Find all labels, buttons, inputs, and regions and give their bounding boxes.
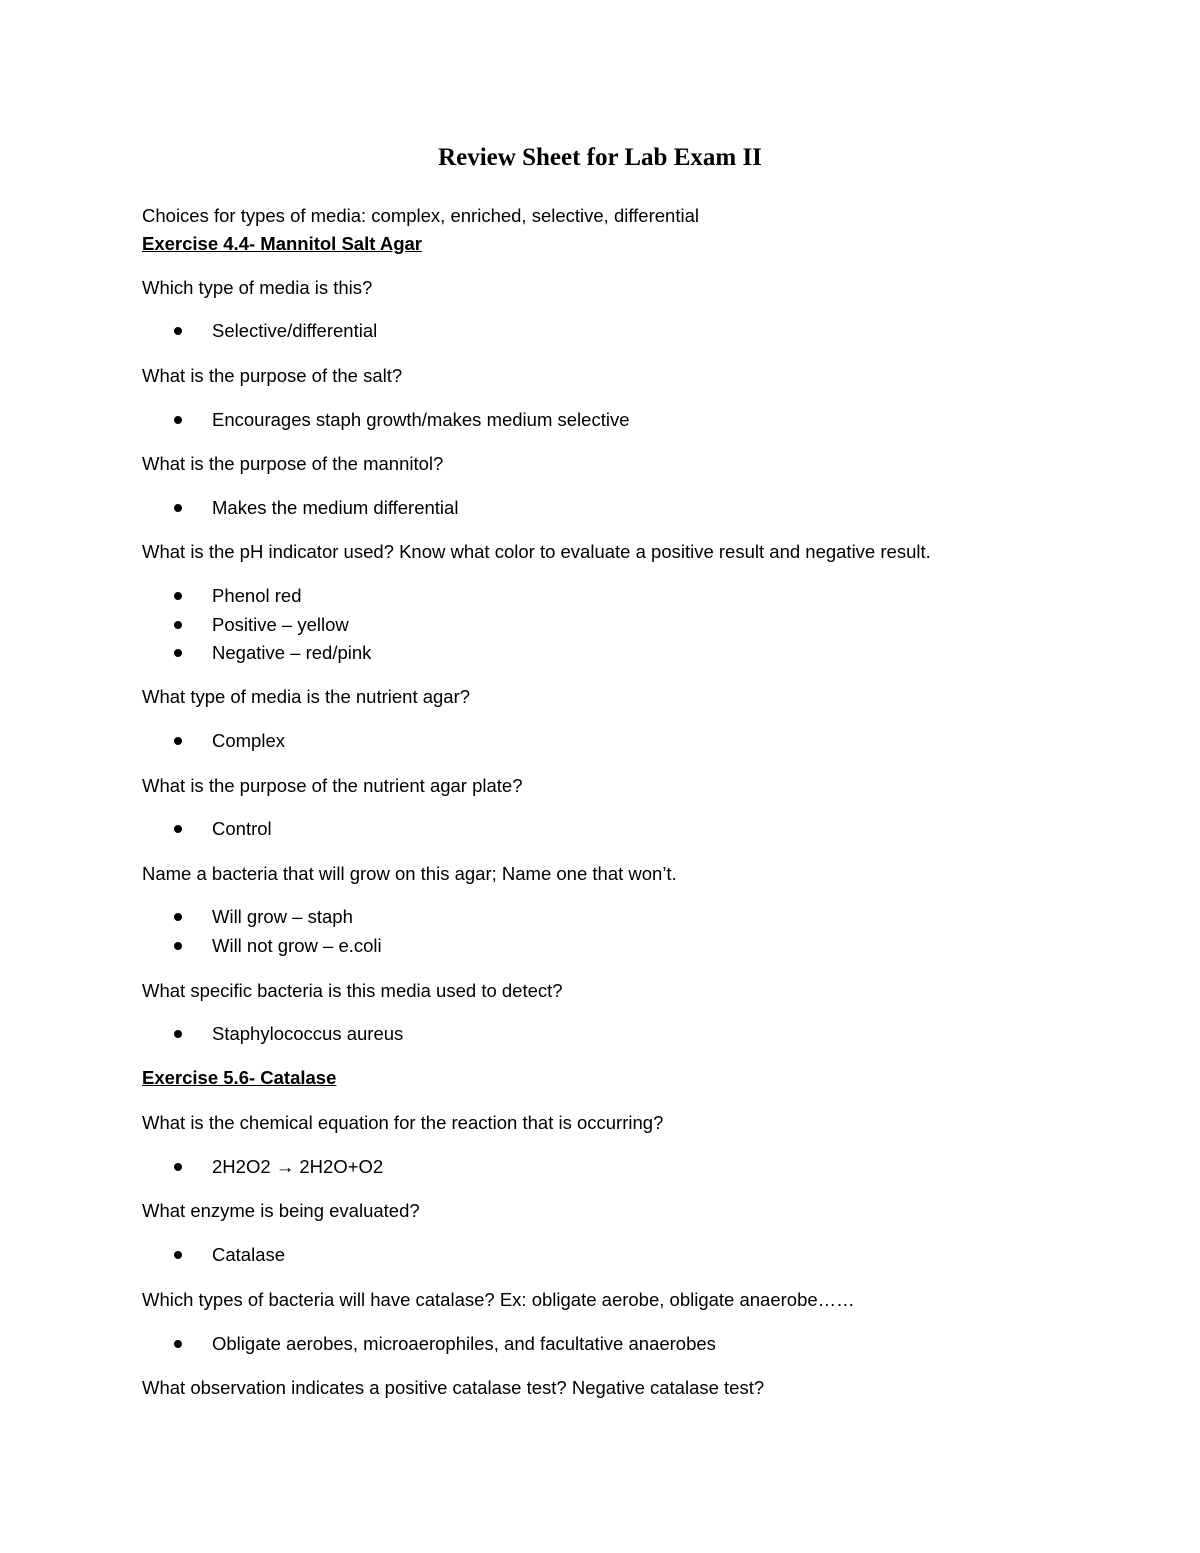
question-text: What is the chemical equation for the reaction that is occurring? — [142, 1112, 664, 1133]
bullet-icon — [174, 737, 182, 745]
bullet-icon — [174, 649, 182, 657]
bullet-icon — [174, 825, 182, 833]
question-text: What is the purpose of the mannitol? — [142, 453, 444, 474]
media-choices-text: Choices for types of media: complex, enriched, selective, differential — [142, 205, 699, 226]
question-text: What type of media is the nutrient agar? — [142, 686, 471, 707]
answer-text: Control — [212, 818, 272, 839]
answer-text: Will not grow – e.coli — [212, 935, 382, 956]
bullet-icon — [174, 913, 182, 921]
answer-text: Complex — [212, 730, 285, 751]
answer-text: Will grow – staph — [212, 906, 353, 927]
answer-text: Encourages staph growth/makes medium selective — [212, 409, 630, 430]
section-heading-mannitol: Exercise 4.4- Mannitol Salt Agar — [142, 233, 422, 254]
section-heading-catalase: Exercise 5.6- Catalase — [142, 1067, 337, 1088]
answer-text: Positive – yellow — [212, 614, 349, 635]
bullet-icon — [174, 621, 182, 629]
bullet-icon — [174, 1251, 182, 1259]
question-text: Which type of media is this? — [142, 277, 373, 298]
answer-text: Negative – red/pink — [212, 642, 372, 663]
page-title: Review Sheet for Lab Exam II — [438, 144, 762, 171]
bullet-icon — [174, 942, 182, 950]
question-text: Which types of bacteria will have catalase? Ex: obligate aerobe, obligate anaerobe…… — [142, 1289, 855, 1310]
question-text: What observation indicates a positive catalase test? Negative catalase test? — [142, 1377, 765, 1398]
question-text: Name a bacteria that will grow on this agar; Name one that won’t. — [142, 863, 677, 884]
question-text: What is the purpose of the salt? — [142, 365, 403, 386]
answer-text: Makes the medium differential — [212, 497, 459, 518]
answer-text: Staphylococcus aureus — [212, 1023, 404, 1044]
answer-text: Phenol red — [212, 585, 302, 606]
bullet-icon — [174, 416, 182, 424]
answer-text: Selective/differential — [212, 320, 378, 341]
bullet-icon — [174, 1340, 182, 1348]
question-text: What is the purpose of the nutrient agar plate? — [142, 775, 523, 796]
bullet-icon — [174, 504, 182, 512]
question-text: What is the pH indicator used? Know what color to evaluate a positive result and negative result. — [142, 541, 931, 562]
question-text: What enzyme is being evaluated? — [142, 1200, 420, 1221]
answer-text: Catalase — [212, 1244, 286, 1265]
answer-text: Obligate aerobes, microaerophiles, and facultative anaerobes — [212, 1333, 716, 1354]
bullet-icon — [174, 592, 182, 600]
answer-text: 2H2O2 → 2H2O+O2 — [212, 1156, 384, 1177]
question-text: What specific bacteria is this media used to detect? — [142, 980, 563, 1001]
bullet-icon — [174, 1030, 182, 1038]
bullet-icon — [174, 327, 182, 335]
bullet-icon — [174, 1163, 182, 1171]
